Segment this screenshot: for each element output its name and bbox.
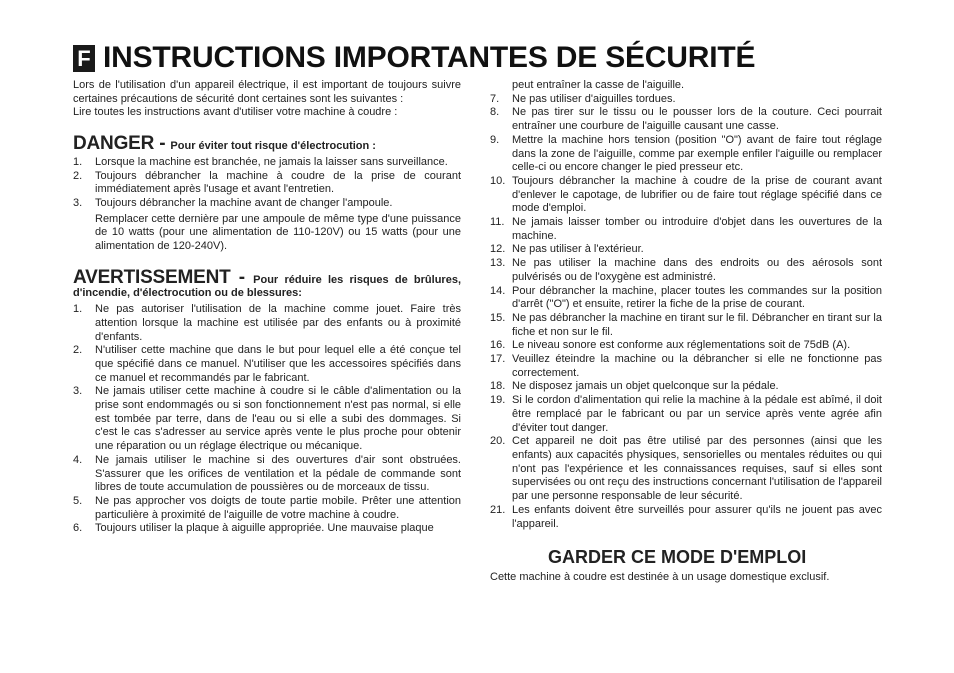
list-item <box>490 312 882 339</box>
warning-heading <box>73 266 462 301</box>
danger-list <box>73 156 461 211</box>
item-number: 10. <box>490 174 506 187</box>
item-number: 13. <box>490 257 506 270</box>
warning-subtitle: Pour réduire les risques de brûlures, d'incendie, d'électrocution ou de blessures: <box>73 273 462 300</box>
list-item <box>490 380 882 394</box>
item-text: Ne jamais utiliser le machine si des ouvertures d'air sont obstruées. S'assurer que les orifices de ventilation et la pédale de commande sont libres de toute accumulation de poussières ou de morceaux de tissu. <box>95 453 461 494</box>
item-number: 17. <box>490 353 506 366</box>
item-text: Ne pas utiliser d'aiguilles tordues. <box>512 92 676 105</box>
danger-subtitle: Pour éviter tout risque d'électrocution : <box>170 140 376 153</box>
list-item <box>73 495 461 522</box>
item-number: 12. <box>490 243 506 256</box>
danger-title: DANGER - <box>73 133 171 155</box>
item-text: Ne pas utiliser à l'extérieur. <box>512 243 644 256</box>
item-number: 19. <box>490 394 506 407</box>
item-text: Mettre la machine hors tension (position "O") avant de faire tout réglage dans la zone de l'aiguille, comme par exemple enfiler l'aiguille ou remplacer celle-ci ou encore changer le pied presseur etc. <box>512 133 882 174</box>
item-text: Ne pas approcher vos doigts de toute partie mobile. Prêter une attention particulière à proximité de l'aiguille de votre machine à coudre. <box>95 494 461 521</box>
title-text: INSTRUCTIONS IMPORTANTES DE SÉCURITÉ <box>103 41 756 74</box>
intro-instruction: Lire toutes les instructions avant d'utiliser votre machine à coudre : <box>73 106 398 119</box>
item-text: N'utiliser cette machine que dans le but pour lequel elle a été conçue tel que spécifié dans ce manuel. N'utiliser que les accessoires spécifiés dans ce manuel et recommandés par le fabricant. <box>95 344 461 384</box>
list-item <box>490 353 882 380</box>
list-item <box>490 134 882 175</box>
list-item <box>490 504 882 531</box>
list-item <box>73 454 461 495</box>
warning-list-continued <box>490 93 882 532</box>
item-number: 6. <box>73 522 83 535</box>
list-item <box>73 344 461 385</box>
item-number: 20. <box>490 435 506 448</box>
item-number: 2. <box>73 344 83 357</box>
list-item <box>490 175 882 216</box>
item-number: 1. <box>73 155 83 168</box>
item-text: Lorsque la machine est branchée, ne jamais la laisser sans surveillance. <box>95 155 448 168</box>
bulb-note: Remplacer cette dernière par une ampoule de même type d'une puissance de 10 watts (pour une alimentation de 110-120V) ou 15 watts (pour une alimentation de 120-240V). <box>95 212 461 253</box>
intro-paragraph: Lors de l'utilisation d'un appareil électrique, il est important de toujours suivre certaines précautions de sécurité dont certaines sont les suivantes : <box>73 79 461 105</box>
item-text: Le niveau sonore est conforme aux réglementations soit de 75dB (A). <box>512 339 851 352</box>
list-item <box>490 257 882 284</box>
item-text: Ne pas autoriser l'utilisation de la machine comme jouet. Faire très attention lorsque la machine est utilisée par des enfants ou à proximité d'enfants. <box>95 303 461 343</box>
item-text: Pour débrancher la machine, placer toutes les commandes sur la position d'arrêt ("O") et ensuite, retirer la fiche de la prise de courant. <box>512 284 882 311</box>
list-item <box>490 339 882 353</box>
item-number: 1. <box>73 303 83 316</box>
list-item <box>73 170 461 197</box>
item-text: Les enfants doivent être surveillés pour assurer qu'ils ne jouent pas avec l'appareil. <box>512 503 882 530</box>
page-title <box>73 40 755 76</box>
item-text: Toujours débrancher la machine à coudre de la prise de courant avant d'enlever le capotage, de lubrifier ou de faire tout réglage spécifié dans ce mode d'emploi. <box>512 174 882 215</box>
item-number: 21. <box>490 503 506 516</box>
item-number: 2. <box>73 169 83 182</box>
list-item <box>73 156 461 170</box>
item-number: 14. <box>490 284 506 297</box>
list-item <box>73 303 461 344</box>
danger-heading <box>73 133 461 155</box>
item-text: Ne jamais utiliser cette machine à coudre si le câble d'alimentation ou la prise sont endommagés ou si son fonctionnement n'est pas normal, si elle est tombée par terre, dans de l'eau ou si elle a subi des dommages. Si c'est le cas s'adresser au service après vente le plus proche pour obtenir une réparation ou un réglage électrique ou mécanique. <box>95 385 461 453</box>
item-number: 3. <box>73 385 83 398</box>
item-text: Veuillez éteindre la machine ou la débrancher si elle ne fonctionne pas correctement. <box>512 353 882 379</box>
item-number: 9. <box>490 133 500 146</box>
item-number: 15. <box>490 311 506 324</box>
item-text: Ne disposez jamais un objet quelconque sur la pédale. <box>512 380 779 393</box>
list-item <box>73 385 461 454</box>
item-text: Ne jamais laisser tomber ou introduire d'objet dans les ouvertures de la machine. <box>512 216 882 242</box>
language-badge: F <box>73 45 95 72</box>
item-text: Toujours utiliser la plaque à aiguille appropriée. Une mauvaise plaque <box>95 522 434 535</box>
item-text: Cet appareil ne doit pas être utilisé par des personnes (ainsi que les enfants) aux capacités physiques, sensorielles ou mentales réduites ou qui n'ont pas l'expérience et les connaissances requises, sauf si elles sont supervisées ou ont reçu des instructions concernant l'utilisation de l'appareil par une personne responsable de leur sécurité. <box>512 435 882 503</box>
right-column <box>490 79 882 585</box>
item-number: 18. <box>490 380 506 393</box>
item-text: Si le cordon d'alimentation qui relie la machine à la pédale est abîmé, il doit être remplacé par le fabricant ou par un service après vente agrée afin d'éviter tout danger. <box>512 394 882 434</box>
list-item <box>490 216 882 243</box>
item-number: 8. <box>490 106 500 119</box>
item-text: Toujours débrancher la machine avant de changer l'ampoule. <box>95 196 393 209</box>
item-number: 3. <box>73 196 83 209</box>
item-number: 11. <box>490 216 505 229</box>
list-item <box>490 106 882 133</box>
item-text: Ne pas tirer sur le tissu ou le pousser lors de la couture. Ceci pourrait entraîner une courbure de l'aiguille causant une casse. <box>512 106 882 133</box>
item-text: Ne pas débrancher la machine en tirant sur le fil. Débrancher en tirant sur la fiche et non sur le fil. <box>512 311 882 338</box>
keep-manual-heading: GARDER CE MODE D'EMPLOI <box>548 547 807 568</box>
left-column <box>73 79 461 536</box>
list-item <box>490 394 882 435</box>
warning-list <box>73 303 461 536</box>
item-continuation: peut entraîner la casse de l'aiguille. <box>512 79 685 91</box>
item-number: 5. <box>73 494 83 507</box>
item-text: Ne pas utiliser la machine dans des endroits ou des aérosols sont pulvérisés ou de l'oxygène est administré. <box>512 257 882 283</box>
warning-title: AVERTISSEMENT - <box>73 266 254 288</box>
item-text: Toujours débrancher la machine à coudre de la prise de courant immédiatement après l'usage et avant l'entretien. <box>95 169 461 196</box>
item-number: 16. <box>490 339 506 352</box>
item-number: 4. <box>73 453 83 466</box>
list-item <box>490 435 882 504</box>
list-item <box>490 93 882 107</box>
list-item <box>490 285 882 312</box>
list-item <box>73 522 461 536</box>
item-number: 7. <box>490 92 500 105</box>
domestic-use-note: Cette machine à coudre est destinée à un usage domestique exclusif. <box>490 570 830 583</box>
list-item <box>490 243 882 257</box>
list-item <box>73 197 461 211</box>
